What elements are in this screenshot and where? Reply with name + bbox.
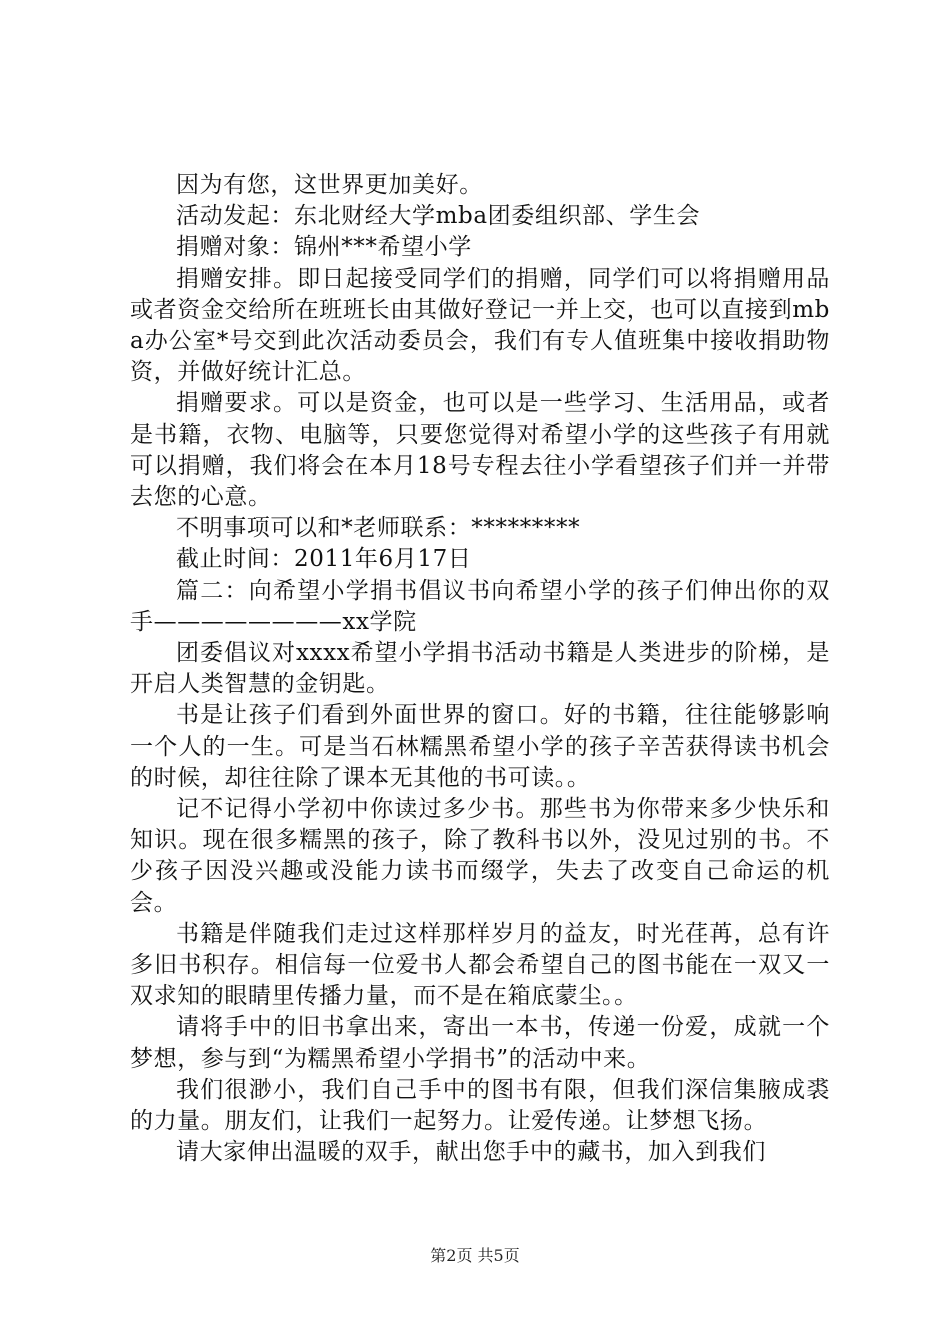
paragraph: 不明事项可以和*老师联系：*********: [176, 515, 581, 542]
paragraph: 团委倡议对xxxx希望小学捐书活动书籍是人类进步的阶梯，是开启人类智慧的金钥匙。: [130, 640, 830, 698]
paragraph: 请大家伸出温暖的双手，献出您手中的藏书，加入到我们: [176, 1139, 766, 1166]
paragraph: 我们很渺小，我们自己手中的图书有限，但我们深信集腋成裘的力量。朋友们，让我们一起努力。让爱传递。让梦想飞扬。: [130, 1076, 830, 1135]
paragraph: 捐赠对象：锦州***希望小学: [176, 234, 472, 261]
paragraph: 捐赠安排。即日起接受同学们的捐赠，同学们可以将捐赠用品或者资金交给所在班班长由其做好登记一并上交，也可以直接到mba办公室*号交到此次活动委员会，我们有专人值班集中接收捐助物资，并做好统计汇总。: [130, 265, 830, 386]
paragraph: 请将手中的旧书拿出来，寄出一本书，传递一份爱，成就一个梦想，参与到“为糯黑希望小学捐书”的活动中来。: [130, 1014, 830, 1072]
paragraph: 截止时间：2011年6月17日: [176, 546, 472, 573]
paragraph: 书是让孩子们看到外面世界的窗口。好的书籍，往往能够影响一个人的一生。可是当石林糯黑希望小学的孩子辛苦获得读书机会的时候，却往往除了课本无其他的书可读。。: [130, 702, 830, 791]
paragraph: 捐赠要求。可以是资金，也可以是一些学习、生活用品，或者是书籍，衣物、电脑等，只要您觉得对希望小学的这些孩子有用就可以捐赠，我们将会在本月18号专程去往小学看望孩子们并一并带去您的心意。: [130, 390, 830, 511]
page-number: 第2页 共5页: [430, 1246, 520, 1265]
paragraph: 因为有您，这世界更加美好。: [176, 172, 483, 198]
paragraph: 书籍是伴随我们走过这样那样岁月的益友，时光荏苒，总有许多旧书积存。相信每一位爱书人都会希望自己的图书能在一双又一双求知的眼睛里传播力量，而不是在箱底蒙尘。。: [130, 920, 830, 1010]
paragraph: 记不记得小学初中你读过多少书。那些书为你带来多少快乐和知识。现在很多糯黑的孩子，除了教科书以外，没见过别的书。不少孩子因没兴趣或没能力读书而缀学，失去了改变自己命运的机会。: [130, 796, 830, 916]
paragraph: 篇二：向希望小学捐书倡议书向希望小学的孩子们伸出你的双手————————xx学院: [130, 577, 830, 635]
document-body: [130, 170, 830, 1169]
paragraph: 活动发起：东北财经大学mba团委组织部、学生会: [176, 203, 701, 230]
